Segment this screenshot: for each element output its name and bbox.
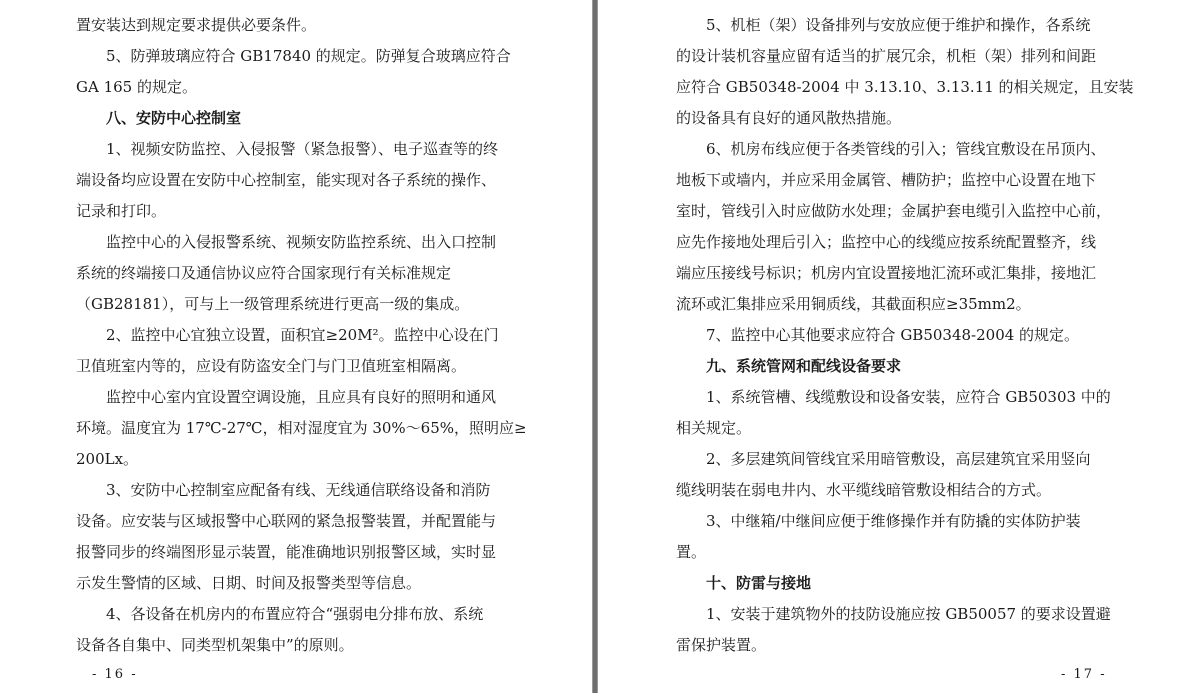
page-number: - 16 - — [92, 667, 138, 682]
text-line: 端应压接线号标识；机房内宜设置接地汇流环或汇集排，接地汇 — [676, 264, 1097, 282]
text-line: 室时，管线引入时应做防水处理；金属护套电缆引入监控中心前， — [676, 202, 1112, 220]
text-line: （GB28181），可与上一级管理系统进行更高一级的集成。 — [76, 295, 470, 313]
text-line: 监控中心室内宜设置空调设施，且应具有良好的照明和通风 — [106, 388, 497, 406]
text-line: 流环或汇集排应采用铜质线，其截面积应≥35mm2。 — [676, 295, 1031, 313]
page-number: - 17 - — [1061, 667, 1107, 682]
text-line: 记录和打印。 — [76, 202, 167, 220]
section-heading: 八、安防中心控制室 — [106, 109, 242, 127]
text-line: 示发生警情的区域、日期、时间及报警类型等信息。 — [76, 574, 422, 592]
text-line: 7、监控中心其他要求应符合 GB50348-2004 的规定。 — [706, 326, 1080, 344]
page-17 — [598, 0, 1193, 693]
section-heading: 十、防雷与接地 — [706, 574, 812, 592]
text-line: 200Lx。 — [76, 450, 139, 468]
text-line: 环境。温度宜为 17℃-27℃，相对湿度宜为 30%～65%，照明应≥ — [76, 419, 527, 437]
text-line: 缆线明装在弱电井内、水平缆线暗管敷设相结合的方式。 — [676, 481, 1052, 499]
text-line: 系统的终端接口及通信协议应符合国家现行有关标准规定 — [76, 264, 452, 282]
section-heading: 九、系统管网和配线设备要求 — [706, 357, 902, 375]
text-line: 雷保护装置。 — [676, 636, 767, 654]
text-line: 3、中继箱/中继间应便于维修操作并有防撬的实体防护装 — [706, 512, 1081, 530]
text-line: 3、安防中心控制室应配备有线、无线通信联络设备和消防 — [106, 481, 491, 499]
text-line: 5、防弹玻璃应符合 GB17840 的规定。防弹复合玻璃应符合 — [106, 47, 511, 65]
text-line: 卫值班室内等的，应设有防盗安全门与门卫值班室相隔离。 — [76, 357, 467, 375]
text-line: 的设计装机容量应留有适当的扩展冗余，机柜（架）排列和间距 — [676, 47, 1097, 65]
page-16 — [0, 0, 592, 693]
text-line: 6、机房布线应便于各类管线的引入；管线宜敷设在吊顶内、 — [706, 140, 1106, 158]
text-line: 相关规定。 — [676, 419, 752, 437]
text-line: 置。 — [676, 543, 707, 561]
text-line: 端设备均应设置在安防中心控制室，能实现对各子系统的操作、 — [76, 171, 497, 189]
text-line: 1、系统管槽、线缆敷设和设备安装，应符合 GB50303 中的 — [706, 388, 1111, 406]
text-line: 置安装达到规定要求提供必要条件。 — [76, 16, 317, 34]
text-line: 监控中心的入侵报警系统、视频安防监控系统、出入口控制 — [106, 233, 497, 251]
text-line: 2、监控中心宜独立设置，面积宜≥20M²。监控中心设在门 — [106, 326, 499, 344]
text-line: 2、多层建筑间管线宜采用暗管敷设，高层建筑宜采用竖向 — [706, 450, 1091, 468]
text-line: 1、视频安防监控、入侵报警（紧急报警）、电子巡查等的终 — [106, 140, 499, 158]
text-line: 设备。应安装与区域报警中心联网的紧急报警装置，并配置能与 — [76, 512, 497, 530]
text-line: 4、各设备在机房内的布置应符合“强弱电分排布放、系统 — [106, 605, 484, 623]
text-line: 地板下或墙内，并应采用金属管、槽防护；监控中心设置在地下 — [676, 171, 1097, 189]
text-line: 应先作接地处理后引入；监控中心的线缆应按系统配置整齐，线 — [676, 233, 1097, 251]
text-line: 的设备具有良好的通风散热措施。 — [676, 109, 902, 127]
text-line: 报警同步的终端图形显示装置，能准确地识别报警区域，实时显 — [76, 543, 497, 561]
text-line: 设备各自集中、同类型机架集中”的原则。 — [76, 636, 354, 654]
text-line: 1、安装于建筑物外的技防设施应按 GB50057 的要求设置避 — [706, 605, 1111, 623]
text-line: GA 165 的规定。 — [76, 78, 197, 96]
text-line: 应符合 GB50348-2004 中 3.13.10、3.13.11 的相关规定，且安装 — [676, 78, 1134, 96]
text-line: 5、机柜（架）设备排列与安放应便于维护和操作，各系统 — [706, 16, 1091, 34]
